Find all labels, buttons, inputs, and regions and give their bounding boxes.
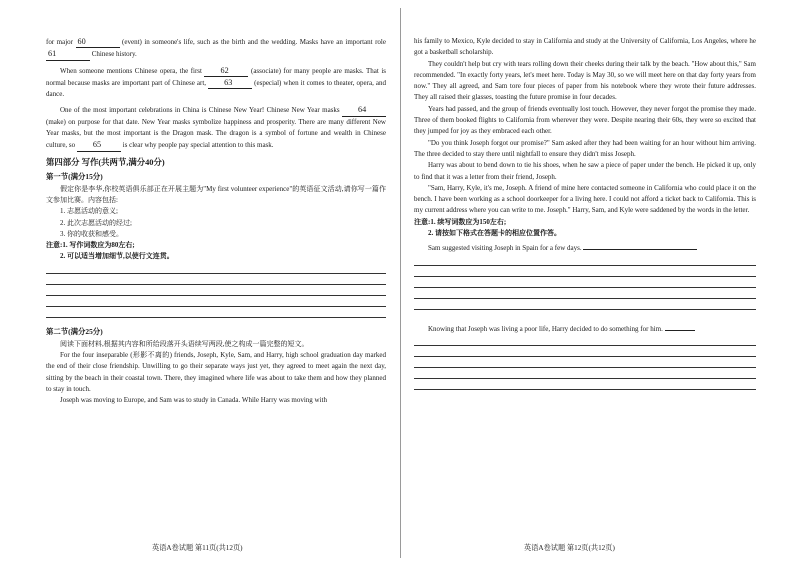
section1-item-2: 2. 此次志愿活动的经过; [60,218,132,227]
writing-line [46,285,386,296]
writing-line [414,379,756,390]
answer-lines-section1[interactable] [46,263,386,318]
section2-title: 第二节(满分25分) [46,326,103,336]
writing-line [46,307,386,318]
section2-note-1: 注意:1. 续写词数应为150左右; [414,217,507,226]
blank-61[interactable]: 61 [46,48,90,60]
paragraph-new-year: One of the most important celebrations in China is Chinese New Year! Chinese New Year masks 64 (make) on purpose for that date. New Year masks symbolize happiness and prosperity. There are many different New Year masks, but the most important is the Dragon mask. The dragon is a symbol of fortune and wealth in Chinese culture, so 65 is clear why people pay special attention to this mask. [46,104,386,151]
continuation-opening-1: Sam suggested visiting Joseph in Spain for a few days. [414,243,756,254]
writing-line [414,288,756,299]
story-paragraph-2-cont: his family to Mexico, Kyle decided to stay in California and study at the University of California, Los Angeles, where he got a basketball scholarship. [414,37,756,57]
writing-line [414,266,756,277]
spacer [414,310,756,324]
story-paragraph-3: They couldn't help but cry with tears rolling down their cheeks during their talk by the beach. "How about this," Sam recommended. "In exactly forty years, let's meet here. Today is May 30, so we will meet here on that day forty years from now." They all agreed, and Sam tore four pieces of paper from his notebook where they wrote their future addresses. They all raised their glasses, toasting the future promise in four decades. [414,59,756,102]
writing-line [414,255,756,266]
story-paragraph-2: Joseph was moving to Europe, and Sam was to study in Canada. While Harry was moving with [60,396,327,405]
footer-page-12: 英语A卷试题 第12页(共12页) [524,544,615,552]
footer-page-11: 英语A卷试题 第11页(共12页) [152,544,243,552]
answer-lines-paragraph-2[interactable] [414,335,756,390]
story-paragraph-7: "Sam, Harry, Kyle, it's me, Joseph. A friend of mine here contacted someone in California who could place it on the bench. I have been working as a school doorkeeper for a living here. I could not afford a ticket back to California. This is my current address where you can write to me. Joseph." Harry, Sam, and Kyle were saddened by the words in the letter. [414,183,756,215]
blank-60[interactable]: 60 [76,36,120,48]
blank-62[interactable]: 62 [204,65,248,77]
writing-line [414,277,756,288]
section1-item-3: 3. 你的收获和感受。 [60,229,123,238]
writing-line [46,263,386,274]
part4-title: 第四部分 写作(共两节,满分40分) [46,157,165,167]
paragraph-opera: When someone mentions Chinese opera, the first 62 (associate) for many people are masks. That is normal because masks are important part of Chinese art, 63 (especial) when it comes to theater, opera, and dance. [46,65,386,99]
writing-line [414,368,756,379]
section1-note-1: 注意:1. 写作词数应为80左右; [46,241,135,250]
blank-64[interactable]: 64 [342,104,386,116]
left-page [46,36,386,544]
right-page [414,36,756,544]
section1-item-1: 1. 志愿活动的意义; [60,207,118,216]
section1-prompt: 假定你是李华,你校英语俱乐部正在开展主题为"My first volunteer experience"的英语征文活动,请你写一篇作文参加比赛。内容包括: [46,184,386,204]
page-divider [400,8,401,558]
continuation-opening-2: Knowing that Joseph was living a poor life, Harry decided to do something for him. [414,324,756,335]
story-paragraph-5: "Do you think Joseph forgot our promise?" Sam asked after they had been waiting for an hour without him arriving. The three decided to stay there until nightfall to ensure they didn't miss Joseph. [414,138,756,158]
section2-instructions: 阅读下面材料,根据其内容和所给段落开头语续写两段,使之构成一篇完整的短文。 [60,339,309,348]
writing-line [414,299,756,310]
writing-line [46,274,386,285]
writing-line [414,346,756,357]
writing-line [46,296,386,307]
section2-note-2: 2. 请按如下格式在答题卡的相应位置作答。 [428,229,561,238]
opening-2-blank[interactable] [665,330,695,331]
story-paragraph-1: For the four inseparable (形影不离的) friends, Joseph, Kyle, Sam, and Harry, high school graduation day marked the end of their close friendship. Unwilling to go their separate ways just yet, they agreed to meet again the next day, sitting by the beach in their coastal town. There, they imagined where life was about to take them and how they planned to stay in touch. [46,351,386,393]
blank-63[interactable]: 63 [208,77,252,89]
blank-65[interactable]: 65 [77,139,121,151]
story-paragraph-6: Harry was about to bend down to tie his shoes, when he saw a piece of paper under the bench. He picked it up, only to find that it was a letter from their friend, Joseph. [414,161,756,181]
section1-title: 第一节(满分15分) [46,171,103,181]
writing-line [414,357,756,368]
paragraph-60-61: for major 60 (event) in someone's life, such as the birth and the wedding. Masks have an important role 61 Chinese history. [46,36,386,61]
opening-1-blank[interactable] [583,249,697,250]
writing-line [414,335,756,346]
section1-note-2: 2. 可以适当增加细节,以使行文连贯。 [60,252,174,261]
story-paragraph-4: Years had passed, and the group of friends eventually lost touch. However, they never forgot the promise they made. Three of them booked flights to California from wherever they were. Despite nearing their 60s, they were so excited that they jumped for joy as they embraced each other. [414,104,756,136]
answer-lines-paragraph-1[interactable] [414,255,756,310]
